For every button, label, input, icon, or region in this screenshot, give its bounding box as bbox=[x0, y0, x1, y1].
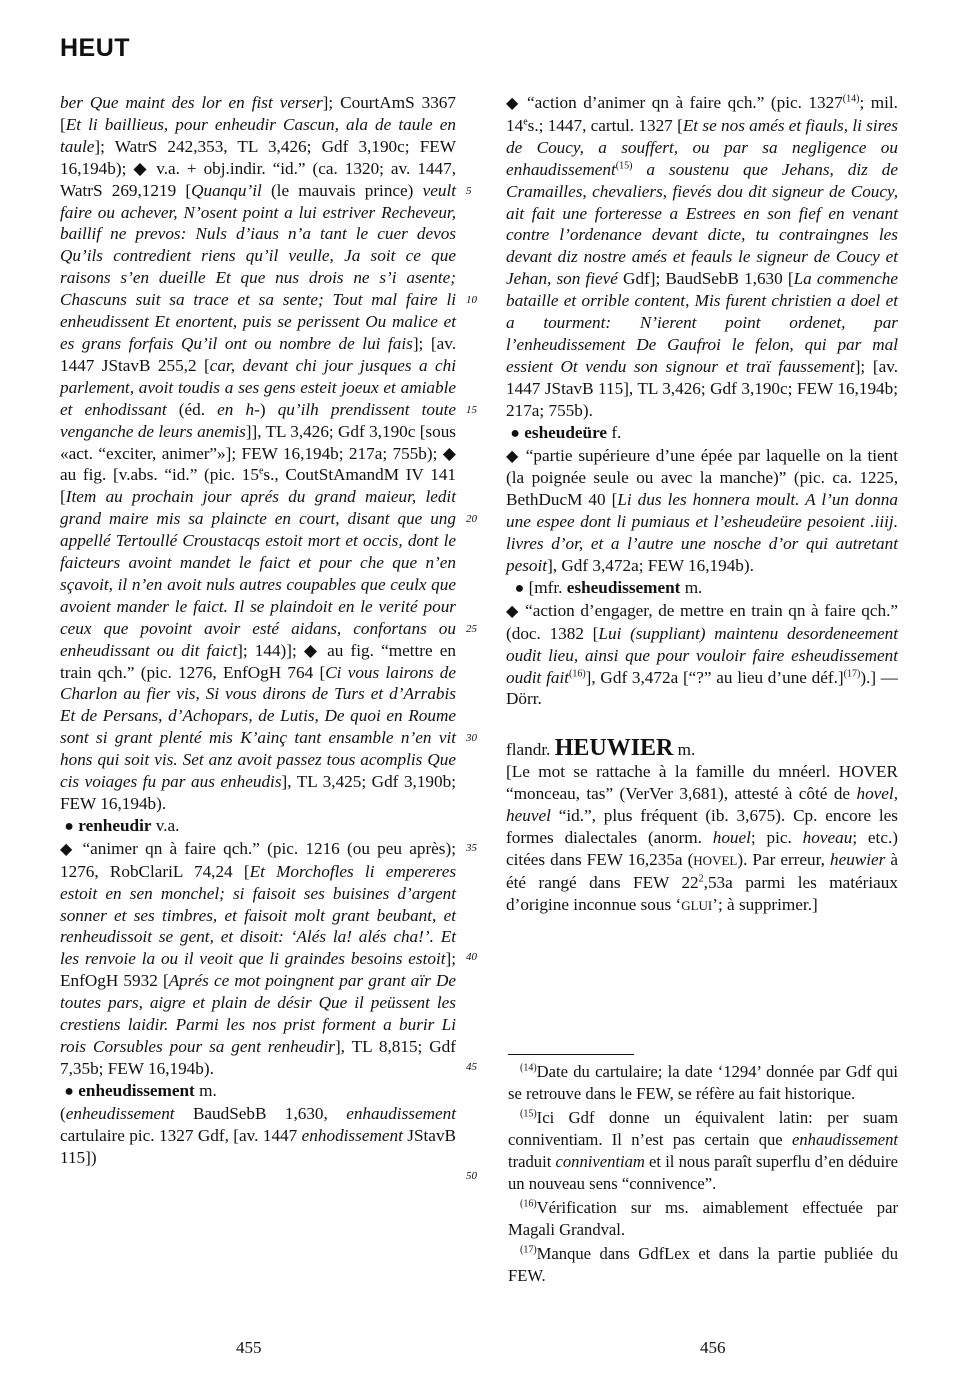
line-number: 40 bbox=[466, 951, 477, 964]
line-number: 50 bbox=[466, 1170, 477, 1183]
footnote-rule bbox=[508, 1054, 634, 1055]
left_column-paragraph: ● renheudir v.a. bbox=[64, 815, 180, 835]
line-number: 20 bbox=[466, 513, 477, 526]
line-number: 10 bbox=[466, 294, 477, 307]
page-number-left: 455 bbox=[236, 1338, 262, 1357]
right_column-paragraph: ◆ “partie supérieure d’une épée par laquelle on la tient (la poignée seule ou avec la manche)” (pic. ca. 1225, BethDucM 40 [Li dus les honnera moult. A l’un donna une espee dont li pumiaus et l’esheudeüre pesoient .iiij. livres d’or, et a l’autre une nosche d’or qui autretant pesoit], Gdf 3,472a; FEW 16,194b). bbox=[506, 445, 898, 576]
line-number: 25 bbox=[466, 622, 477, 635]
right_column-paragraph: ◆ “action d’animer qn à faire qch.” (pic. 1327$^{(14)}$; mil. 14es.; 1447, cartul. 1327 [Et se nos amés et fiauls, li sires de Coucy, a souffert, ou par sa negligence ou enhaudissement$^{(15)}$ a soustenu que Jehans, diz de Cramailles, chevaliers, fievés dou dit signeur de Coucy, ait fait une forteresse a Estrees en son fief en venant contre l’ordenance devant dicte, tu contraingnes les devant diz nostre amés et feauls le signeur de Coucy et Jehan, son fievé Gdf]; BaudSebB 1,630 [La commenche bataille et orrible content, Mis furent christien a doel et a tourment: N’ierent point ordenet, par l’enheudissement De Gaufroi le felon, qui par mal essient Ot vendu son signour et traï faussement]; [av. 1447 JStavB 115], TL 3,426; Gdf 3,190c; FEW 16,194b; 217a; 755b). bbox=[506, 93, 899, 420]
line-number: 15 bbox=[466, 403, 477, 416]
left-column bbox=[60, 92, 456, 1168]
left_column-paragraph: (enheudissement BaudSebB 1,630, enhaudissement cartulaire pic. 1327 Gdf, [av. 1447 enhodissement JStavB 115]) bbox=[60, 1103, 456, 1167]
line-number: 30 bbox=[466, 732, 477, 745]
right_column-paragraph: ● [mfr. esheudissement m. bbox=[514, 577, 703, 597]
footnote: $^{(17)}$Manque dans GdfLex et dans la partie publiée du FEW. bbox=[508, 1244, 898, 1285]
line-number: 5 bbox=[466, 184, 472, 197]
footnote: $^{(16)}$Vérification sur ms. aimablement effectuée par Magali Grandval. bbox=[508, 1198, 898, 1239]
left_column-paragraph: ber Que maint des lor en fist verser]; CourtAmS 3367 [Et li baillieus, pour enheudir Cascun, ala de taule en taule]; WatrS 242,353, TL 3,426; Gdf 3,190c; FEW 16,194b); ◆ v.a. + obj.indir. “id.” (ca. 1320; av. 1447, WatrS 269,1219 [Quanqu’il (le mauvais prince) veult faire ou achever, N’osent point a lui estriver Recheveur, baillif ne prevos: Nuls d’iaus n’a tant le cuer devos Qu’ils contredient riens qu’il veulle, Ja soit ce que raisons s’en dueille Et que nus drois ne s’i asente; Chascuns suit sa trace et sa sente; Tout mal faire li enheudissent Et enortent, puis se perissent Ou malice et es grans forfais Qu’il ont ou nombre de lui fais]; [av. 1447 JStavB 255,2 [car, devant chi jour jusques a chi parlement, avoit toudis a ses gens esteit joeux et amiable et enhodissant (éd. en h-) qu’ilh prendissent toute venganche de leurs anemis]], TL 3,426; Gdf 3,190c [sous «act. “exciter, animer”»]; FEW 16,194b; 217a; 755b); ◆ au fig. [v.abs. “id.” (pic. 15es., CoutStAmandM IV 141 [Item au prochain jour aprés du grand maieur, ledit grand maire mis sa plaincte en court, disant que ung appellé Tertoullé Croustacqs estoit mort et occis, dont le faicteurs avoint mandet le faict et pour che que n’en sçavoit, il n’en avoit nuls autres coupables que ceulx que avoient mander le faict. Il se plaindoit en le verité pour ceux que povoint avoir esté aidans, confortans ou enheudissant ou dit faict]; 144)]; ◆ au fig. “mettre en train qch.” (pic. 1276, EnfOgH 764 [Ci vous lairons de Charlon au fier vis, Si vous dirons de Turs et d’Arrabis Et de Persans, d’Achopars, de Lutis, De quoi en Roume sont si grant plenté mis K’ainç tant ensamble n’en vit hons qui soit vis. Set anz avoit passez tous acomplis Que cis voiages fu par aus enheudis], TL 3,425; Gdf 3,190b; FEW 16,194b). bbox=[60, 93, 457, 813]
line-number: 35 bbox=[466, 841, 477, 854]
left_column-paragraph: ● enheudissement m. bbox=[64, 1080, 217, 1100]
footnote: $^{(14)}$Date du cartulaire; la date ‘1294’ donnée par Gdf qui se retrouve dans le FEW, se réfère au fait historique. bbox=[508, 1062, 898, 1103]
right_column-paragraph: flandr. HEUWIER m. bbox=[506, 735, 696, 762]
right_column-paragraph: ● esheudeüre f. bbox=[510, 422, 622, 442]
right_column-paragraph: ◆ “action d’engager, de mettre en train qn à faire qch.” (doc. 1382 [Lui (suppliant) maintenu desordeneement oudit lieu, ainsi que pour vouloir faire esheudissement oudit fait$^{(16)}$], Gdf 3,472a [“?” au lieu d’une déf.]$^{(17)}$).] — Dörr. bbox=[506, 600, 898, 709]
footnotes bbox=[508, 1054, 898, 1289]
right_column-paragraph: [Le mot se rattache à la famille du mnéerl. HOVER “monceau, tas” (VerVer 3,681), attesté à côté de hovel, heuvel “id.”, plus fréquent (ib. 3,675). Cp. encore les formes dialectales (anorm. houel; pic. hoveau; etc.) citées dans FEW 16,235a (HOVEL). Par erreur, heuwier à été rangé dans FEW $22^2,53a$ parmi les matériaux d’origine inconnue sous ‘GLUI’; à supprimer.] bbox=[506, 762, 898, 914]
left_column-paragraph: ◆ “animer qn à faire qch.” (pic. 1216 (ou peu après); 1276, RobClariL 74,24 [Et Morchofles li empereres estoit en sen monchel; si faisoit ses buisines d’argent sonner et ses timbres, et faisoit molt grant beubant, et renheudissoit se gent, et disoit: ‘Alés la! alés cha!’. Et les renvoie la ou il veoit que li graindes besoins estoit]; EnfOgH 5932 [Aprés ce mot poingnent par grant aïr De toutes pars, aigre et plain de désir Que il peüssent les crestiens laidir. Parmi les nos prist forment a burir Li rois Corsubles pour sa gent renheudir], TL 8,815; Gdf 7,35b; FEW 16,194b). bbox=[60, 838, 457, 1078]
right-column bbox=[506, 92, 898, 917]
page-number-right: 456 bbox=[700, 1338, 726, 1357]
running-header: HEUT bbox=[60, 34, 131, 62]
line-number: 45 bbox=[466, 1060, 477, 1073]
footnote: $^{(15)}$Ici Gdf donne un équivalent latin: per suam conniventiam. Il n’est pas certain que enhaudissement traduit conniventiam et il nous paraît superflu d’en déduire un nouveau sens “connivence”. bbox=[508, 1108, 898, 1193]
